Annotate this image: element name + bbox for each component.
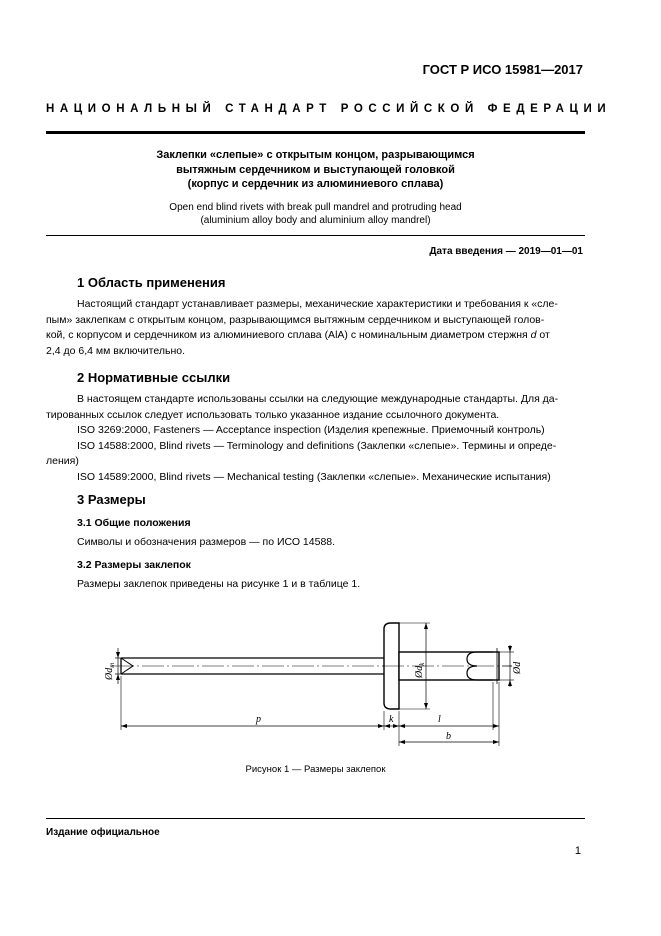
label-b: b <box>446 731 451 742</box>
arrow <box>493 740 499 744</box>
official-edition-label: Издание официальное <box>46 827 160 838</box>
subsection-3-2-text: Размеры заклепок приведены на рисунке 1 и в таблице 1. <box>77 578 361 590</box>
subsection-3-1-text: Символы и обозначения размеров — по ИСО 14588. <box>77 536 336 548</box>
reference-iso-3269: ISO 3269:2000, Fasteners — Acceptance inspection (Изделия крепежные. Приемочный контроль) <box>77 424 545 436</box>
label-dm: $Ød_m$ <box>104 662 116 680</box>
footer-rule <box>46 818 585 819</box>
figure-caption: Рисунок 1 — Размеры заклепок <box>245 764 386 775</box>
page-number: 1 <box>574 845 581 857</box>
paragraph-line: кой, с корпусом и сердечником из алюминиевого сплава (AlA) с номинальным диаметром стержня <box>46 329 531 341</box>
section-3-heading: 3 Размеры <box>77 492 146 507</box>
arrow <box>378 724 384 728</box>
arrow <box>424 703 428 709</box>
title-ru-line: Заклепки «слепые» с открытым концом, разрывающимся <box>156 149 475 161</box>
paragraph-line: от <box>536 329 550 341</box>
standard-id: ГОСТ Р ИСО 15981—2017 <box>422 62 583 77</box>
paragraph-line: тированных ссылок следует использовать только указанное издание ссылочного документа. <box>46 408 500 421</box>
introduction-date: Дата введения — 2019—01—01 <box>429 246 583 257</box>
arrow <box>424 623 428 629</box>
reference-iso-14589: ISO 14589:2000, Blind rivets — Mechanical testing (Заклепки «слепые». Механические испытания) <box>77 470 551 483</box>
section-1-heading: 1 Область применения <box>77 275 226 290</box>
subsection-3-2-heading: 3.2 Размеры заклепок <box>77 559 191 571</box>
paragraph-line: пым» заклепкам с открытым концом, разрывающимся вытяжным сердечником и выступающей голов- <box>46 313 545 326</box>
arrow <box>393 724 399 728</box>
arrow <box>508 680 512 686</box>
symbol-d: d <box>530 329 537 341</box>
arrow <box>116 652 120 658</box>
arrow <box>116 674 120 680</box>
arrow <box>508 646 512 652</box>
label-p: p <box>256 714 261 725</box>
arrow <box>399 724 405 728</box>
paragraph-line: 2,4 до 6,4 мм включительно. <box>46 344 185 357</box>
national-standard-banner: НАЦИОНАЛЬНЫЙ СТАНДАРТ РОССИЙСКОЙ ФЕДЕРАЦИИ <box>46 103 612 115</box>
title-ru-line: (корпус и сердечник из алюминиевого сплава) <box>187 178 444 190</box>
arrow <box>399 740 405 744</box>
paragraph-line: В настоящем стандарте использованы ссылки на следующие международные стандарты. Для да- <box>77 393 559 405</box>
label-d: Ød <box>512 661 523 674</box>
title-en-line: Open end blind rivets with break pull mandrel and protruding head <box>169 202 462 213</box>
label-l: l <box>438 714 441 725</box>
title-ru-line: вытяжным сердечником и выступающей головкой <box>176 163 455 176</box>
arrow <box>121 724 127 728</box>
reference-iso-14588: ISO 14588:2000, Blind rivets — Terminology and definitions (Заклепки «слепые». Термины и опреде- <box>77 439 557 452</box>
label-dk: $Ød_k$ <box>414 662 426 678</box>
arrow <box>493 724 499 728</box>
subsection-3-1-heading: 3.1 Общие положения <box>77 517 191 529</box>
paragraph-line: ления) <box>46 455 79 467</box>
paragraph-line: Настоящий стандарт устанавливает размеры, механические характеристики и требования к «сле- <box>77 298 558 310</box>
section-2-heading: 2 Нормативные ссылки <box>77 370 231 385</box>
title-en-line: (aluminium alloy body and aluminium alloy mandrel) <box>200 214 431 226</box>
label-k: k <box>389 714 394 725</box>
